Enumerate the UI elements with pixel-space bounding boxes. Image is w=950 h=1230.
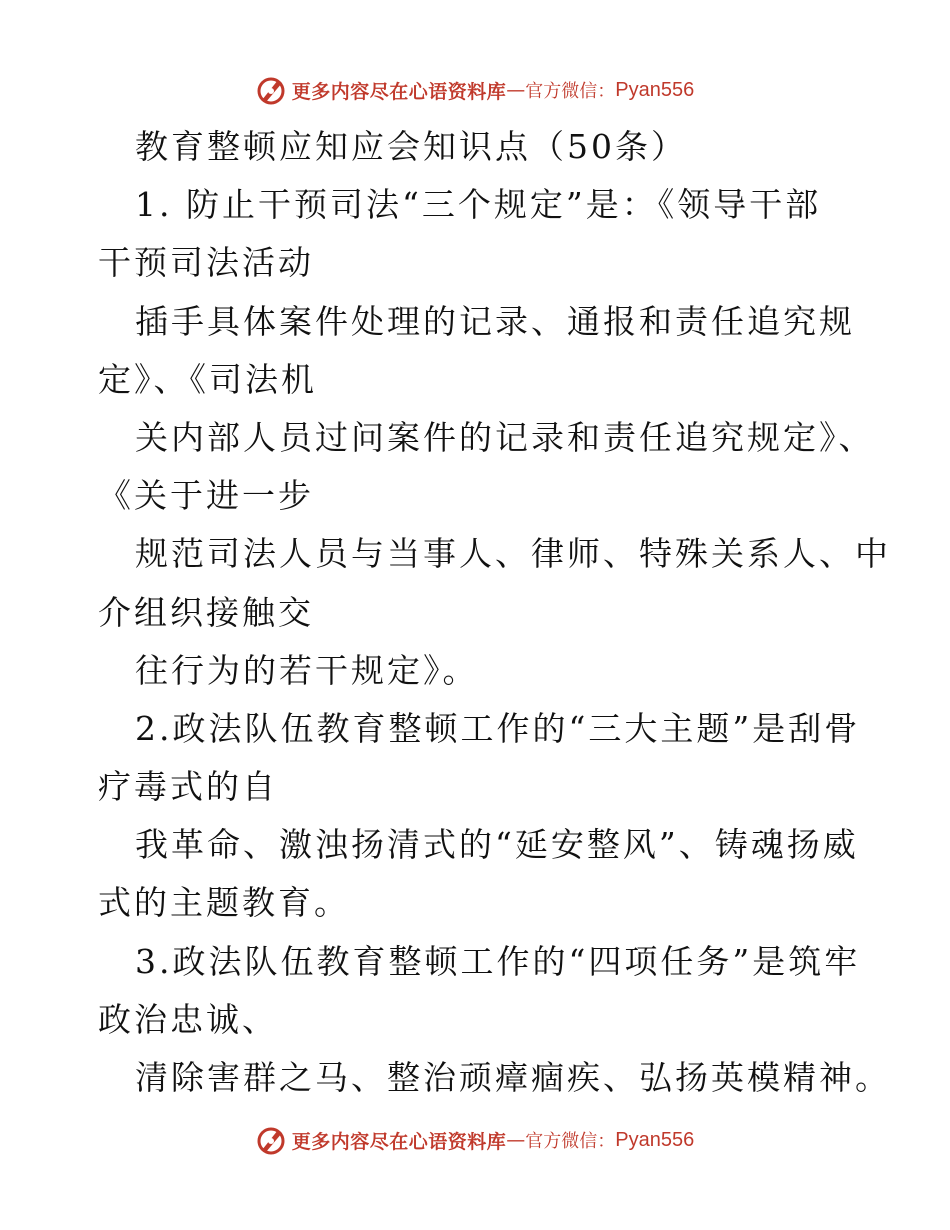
- footer-separator: —: [506, 1129, 526, 1151]
- text-line: 2.政法队伍教育整顿工作的“三大主题”是刮骨: [135, 708, 861, 748]
- text-line: 清除害群之马、整治顽瘴痼疾、弘扬英模精神。: [135, 1058, 891, 1097]
- text-line: 插手具体案件处理的记录、通报和责任追究规: [135, 301, 855, 341]
- text-line: 式的主题教育。: [98, 883, 350, 923]
- text-line: 干预司法活动: [98, 243, 314, 283]
- text-line: 往行为的若干规定》。: [135, 650, 479, 690]
- text-line: 政治忠诚、: [98, 999, 278, 1039]
- text-line: 3.政法队伍教育整顿工作的“四项任务”是筑牢: [135, 941, 861, 981]
- document-body: [98, 118, 891, 1107]
- header-banner: [0, 70, 950, 110]
- header-separator: —: [506, 79, 526, 101]
- header-wechat-id: Pyan556: [615, 78, 695, 101]
- header-slogan: 更多内容尽在心语资料库: [291, 80, 507, 103]
- text-line: 疗毒式的自: [98, 767, 278, 807]
- footer-slogan: 更多内容尽在心语资料库: [291, 1130, 507, 1153]
- footer-wechat-label: 官方微信：: [525, 1131, 616, 1152]
- text-line: 介组织接触交: [98, 592, 314, 632]
- text-line: 教育整顿应知应会知识点（50条）: [135, 127, 687, 166]
- red-quill-circle-icon: [256, 74, 288, 106]
- header-wechat-label: 官方微信：: [525, 81, 616, 102]
- text-line: 定》、《司法机: [98, 359, 317, 399]
- text-line: 规范司法人员与当事人、律师、特殊关系人、中: [135, 534, 891, 574]
- footer-banner: [0, 1120, 950, 1160]
- footer-wechat-id: Pyan556: [615, 1128, 695, 1151]
- red-quill-circle-icon: [256, 1124, 288, 1156]
- text-line: 1. 防止干预司法“三个规定”是：《领导干部: [135, 185, 822, 225]
- text-line: 我革命、激浊扬清式的“延安整风”、铸魂扬威: [135, 825, 859, 865]
- text-line: 《关于进一步: [98, 476, 314, 516]
- text-line: 关内部人员过问案件的记录和责任追究规定》、: [135, 417, 875, 457]
